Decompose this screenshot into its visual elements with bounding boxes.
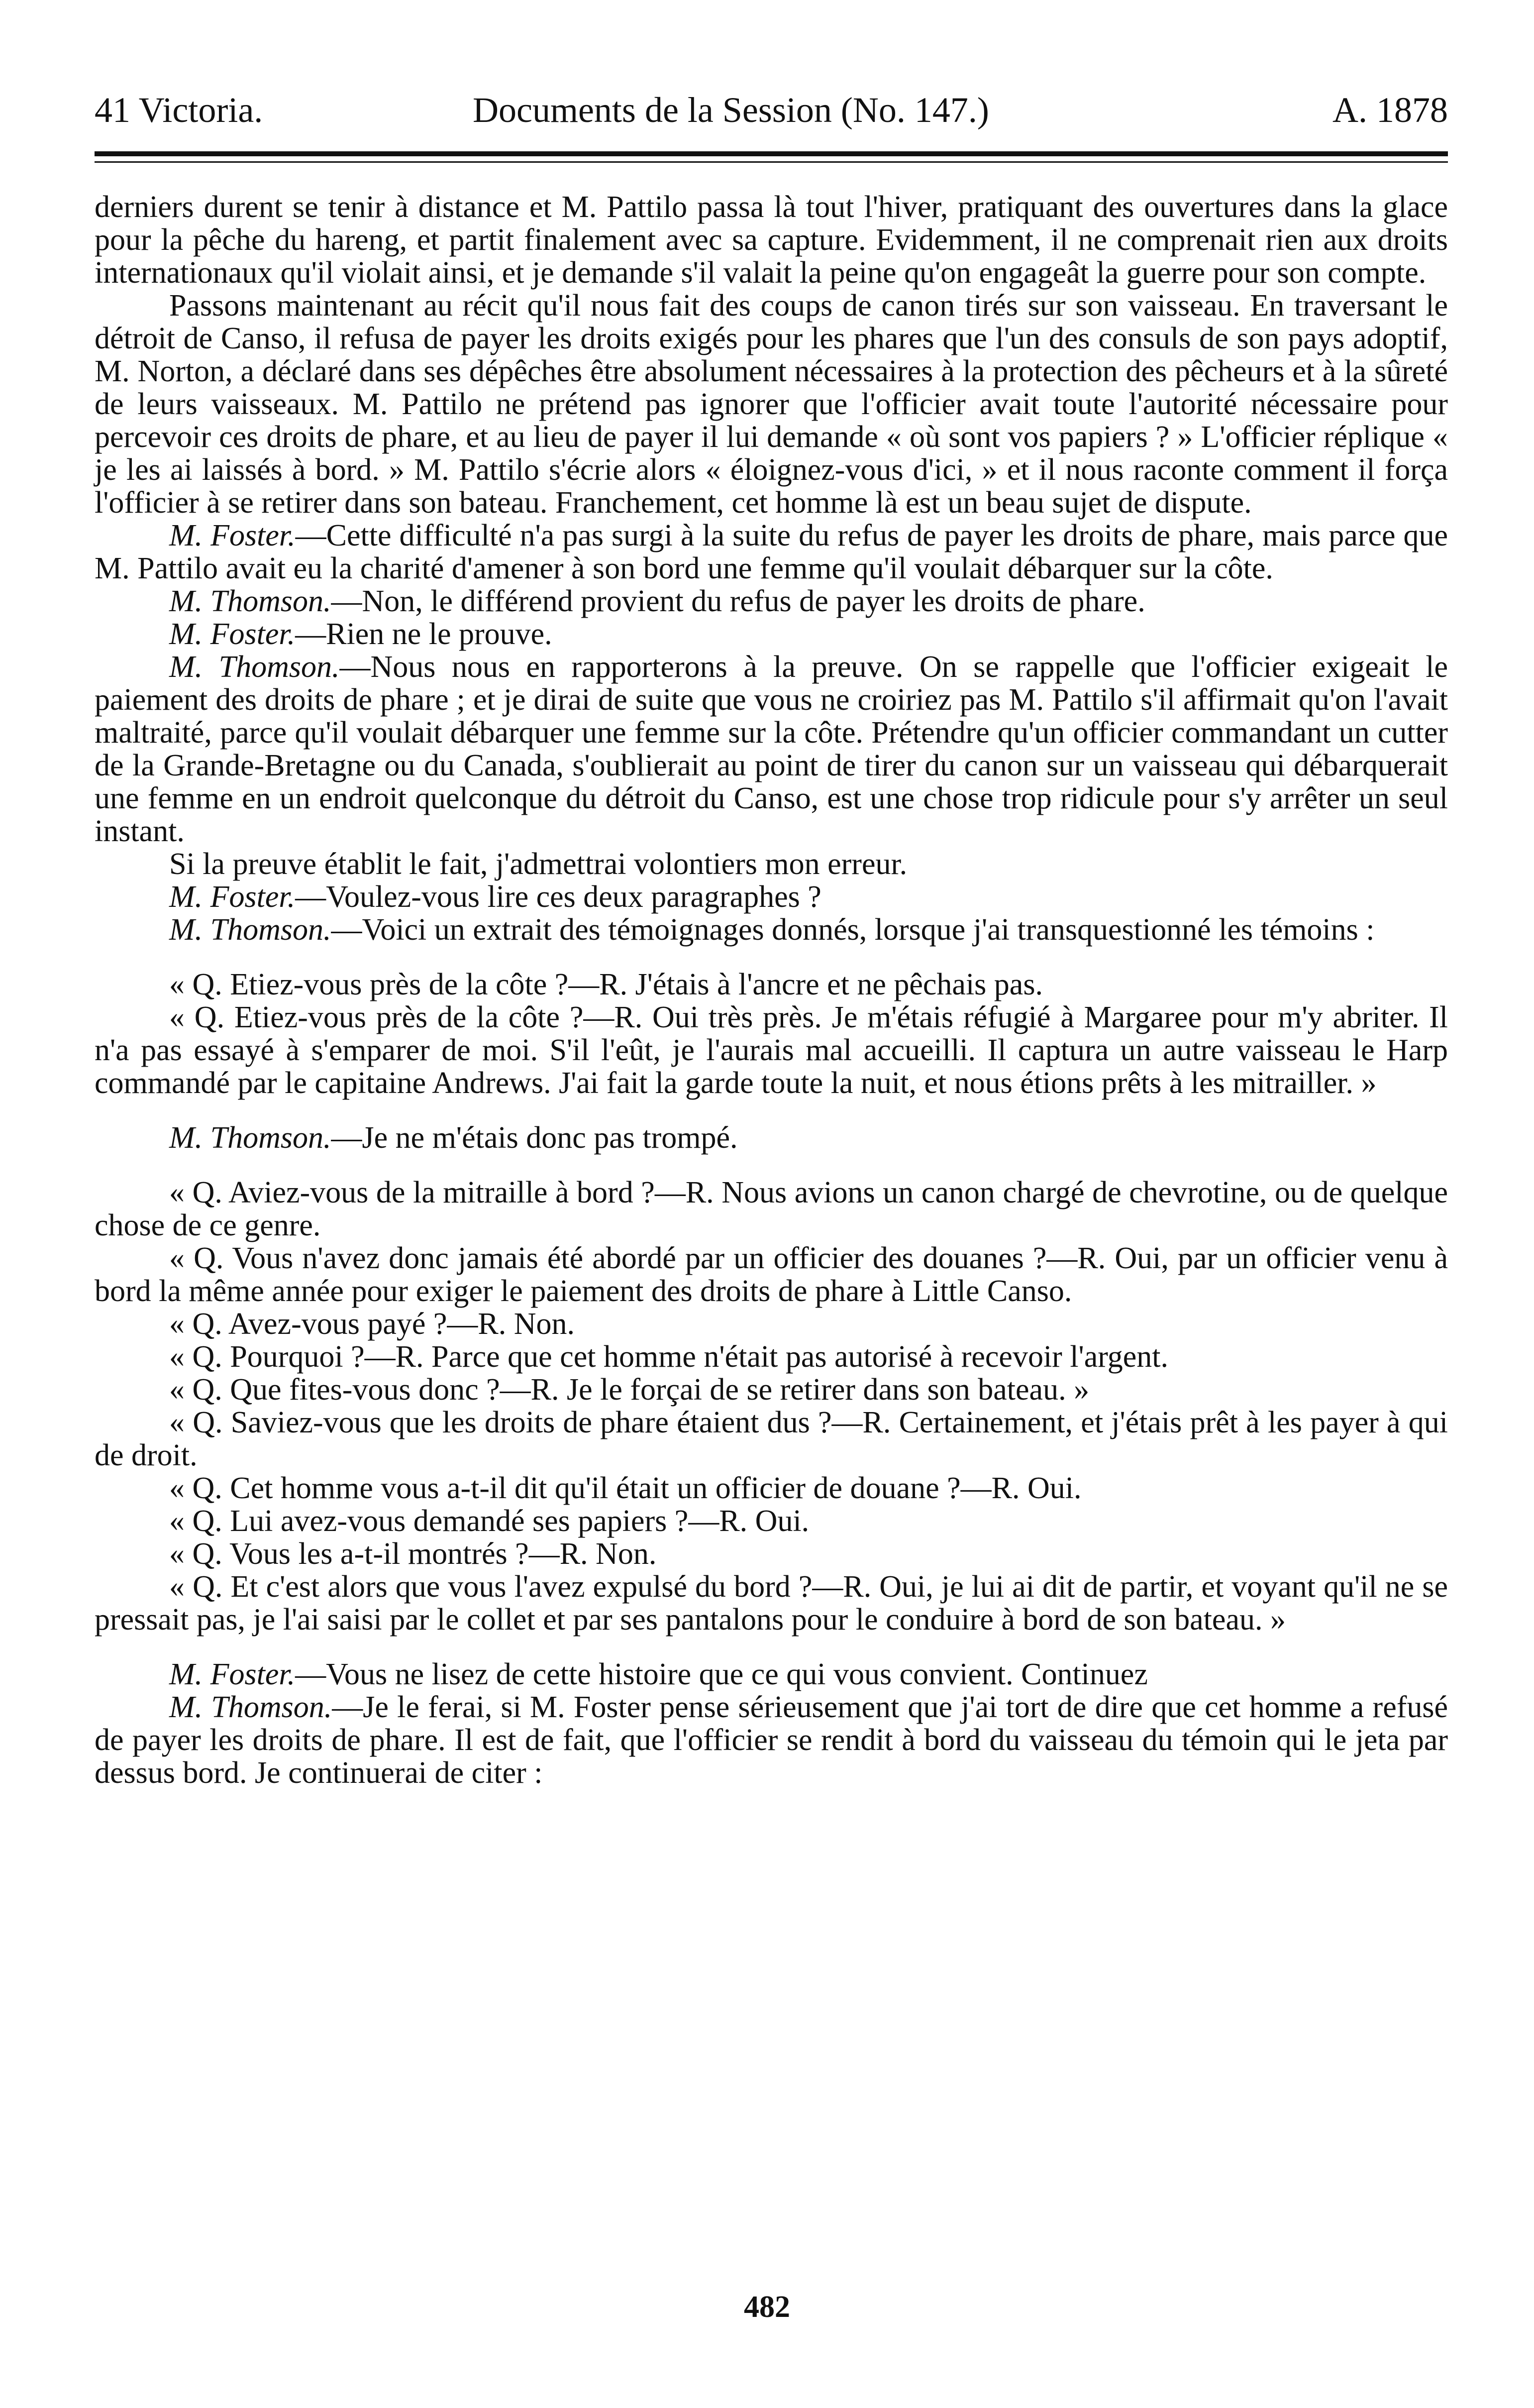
paragraph: [95, 1658, 1448, 1691]
speaker-name: M. Thomson.: [169, 1121, 331, 1155]
paragraph: [95, 618, 1448, 651]
paragraph-text: « Q. Et c'est alors que vous l'avez expulsé du bord ?—R. Oui, je lui ai dit de partir, et voyant qu'il ne se pressait pas, je l'ai saisi par le collet et par ses pantalons pour le conduire à bord de son bateau. »: [95, 1570, 1448, 1637]
paragraph-text: —Voulez-vous lire ces deux paragraphes ?: [295, 880, 821, 914]
paragraph: [95, 1001, 1448, 1099]
paragraph: [95, 1373, 1448, 1406]
paragraph: [95, 913, 1448, 946]
header-rule-thin: [95, 161, 1448, 163]
paragraph: [95, 1537, 1448, 1570]
paragraph-text: « Q. Saviez-vous que les droits de phare étaient dus ?—R. Certainement, et j'étais prêt à les payer à qui de droit.: [95, 1406, 1448, 1472]
paragraph-text: « Q. Vous les a-t-il montrés ?—R. Non.: [169, 1537, 657, 1571]
paragraph: [95, 848, 1448, 880]
paragraph: [95, 1340, 1448, 1373]
document-body: [95, 191, 1448, 1789]
header-rule-thick: [95, 151, 1448, 156]
speaker-name: M. Thomson.: [169, 913, 331, 947]
speaker-name: M. Foster.: [169, 617, 296, 651]
speaker-name: M. Thomson.: [169, 650, 340, 684]
paragraph-text: —Cette difficulté n'a pas surgi à la suite du refus de payer les droits de phare, mais parce que M. Pattilo avait eu la charité d'amener à son bord une femme qu'il voulait débarquer sur la côte.: [95, 519, 1448, 585]
paragraph-text: « Q. Vous n'avez donc jamais été abordé par un officier des douanes ?—R. Oui, par un officier venu à bord la même année pour exiger le paiement des droits de phare à Little Canso.: [95, 1241, 1448, 1308]
paragraph-text: « Q. Etiez-vous près de la côte ?—R. Oui très près. Je m'étais réfugié à Margaree pour m'y abriter. Il n'a pas essayé à s'emparer de moi. S'il l'eût, je l'aurais mal accueilli. Il captura un autre vaisseau le Harp commandé par le capitaine Andrews. J'ai fait la garde toute la nuit, et nous étions prêts à les mitrailler. »: [95, 1000, 1448, 1100]
paragraph-text: —Vous ne lisez de cette histoire que ce qui vous convient. Continuez: [295, 1657, 1148, 1691]
paragraph: [95, 1691, 1448, 1789]
paragraph-text: Si la preuve établit le fait, j'admettrai volontiers mon erreur.: [169, 847, 908, 881]
paragraph-text: « Q. Avez-vous payé ?—R. Non.: [169, 1307, 575, 1341]
paragraph: [95, 1242, 1448, 1308]
paragraph-text: « Q. Que fites-vous donc ?—R. Je le forçai de se retirer dans son bateau. »: [169, 1373, 1090, 1407]
paragraph: [95, 1121, 1448, 1154]
paragraph-text: « Q. Cet homme vous a-t-il dit qu'il était un officier de douane ?—R. Oui.: [169, 1471, 1082, 1505]
paragraph: [95, 651, 1448, 848]
paragraph-text: —Non, le différend provient du refus de payer les droits de phare.: [331, 584, 1145, 618]
paragraph-text: « Q. Lui avez-vous demandé ses papiers ?—R. Oui.: [169, 1504, 810, 1538]
paragraph-text: —Voici un extrait des témoignages donnés, lorsque j'ai transquestionné les témoins :: [331, 913, 1375, 947]
paragraph: [95, 1505, 1448, 1537]
paragraph: [95, 1570, 1448, 1636]
header-year: A. 1878: [1332, 90, 1448, 130]
speaker-name: M. Foster.: [169, 1657, 296, 1691]
paragraph: [95, 1308, 1448, 1340]
speaker-name: M. Foster.: [169, 880, 296, 914]
header-title: Documents de la Session (No. 147.): [473, 90, 989, 130]
paragraph: [95, 519, 1448, 585]
paragraph-text: derniers durent se tenir à distance et M. Pattilo passa là tout l'hiver, pratiquant des ouvertures dans la glace pour la pêche du hareng, et partit finalement avec sa capture. Evidemment, il ne comprenait rien aux droits internationaux qu'il violait ainsi, et je demande s'il valait la peine qu'on engageât la guerre pour son compte.: [95, 190, 1448, 290]
paragraph: [95, 880, 1448, 913]
paragraph: [95, 585, 1448, 618]
paragraph: [95, 1406, 1448, 1472]
paragraph-text: —Je le ferai, si M. Foster pense sérieusement que j'ai tort de dire que cet homme a refusé de payer les droits de phare. Il est de fait, que l'officier se rendit à bord du vaisseau du témoin qui le jeta par dessus bord. Je continuerai de citer :: [95, 1690, 1448, 1790]
paragraph-text: « Q. Pourquoi ?—R. Parce que cet homme n'était pas autorisé à recevoir l'argent.: [169, 1340, 1169, 1374]
paragraph-text: —Nous nous en rapporterons à la preuve. On se rappelle que l'officier exigeait le paiement des droits de phare ; et je dirai de suite que vous ne croiriez pas M. Pattilo s'il affirmait qu'on l'avait maltraité, parce qu'il voulait débarquer une femme sur la côte. Prétendre qu'un officier commandant un cutter de la Grande-Bretagne ou du Canada, s'oublierait au point de tirer du canon sur un vaisseau qui débarquerait une femme en un endroit quelconque du détroit du Canso, est une chose trop ridicule pour s'y arrêter un seul instant.: [95, 650, 1448, 848]
speaker-name: M. Thomson.: [169, 1690, 332, 1724]
speaker-name: M. Foster.: [169, 519, 296, 552]
speaker-name: M. Thomson.: [169, 584, 331, 618]
header-volume: 41 Victoria.: [95, 90, 263, 130]
paragraph-text: —Je ne m'étais donc pas trompé.: [331, 1121, 738, 1155]
running-header: [95, 75, 1448, 134]
paragraph: [95, 968, 1448, 1001]
paragraph: [95, 191, 1448, 289]
paragraph-text: « Q. Etiez-vous près de la côte ?—R. J'étais à l'ancre et ne pêchais pas.: [169, 968, 1043, 1001]
paragraph: [95, 1176, 1448, 1242]
paragraph-text: Passons maintenant au récit qu'il nous fait des coups de canon tirés sur son vaisseau. En traversant le détroit de Canso, il refusa de payer les droits exigés pour les phares que l'un des consuls de son pays adoptif, M. Norton, a déclaré dans ses dépêches être absolument nécessaires à la protection des pêcheurs et à la sûreté de leurs vaisseaux. M. Pattilo ne prétend pas ignorer que l'officier avait toute l'autorité nécessaire pour percevoir ces droits de phare, et au lieu de payer il lui demande « où sont vos papiers ? » L'officier réplique « je les ai laissés à bord. » M. Pattilo s'écrie alors « éloignez-vous d'ici, » et il nous raconte comment il força l'officier à se retirer dans son bateau. Franchement, cet homme là est un beau sujet de dispute.: [95, 289, 1448, 520]
page-number: 482: [744, 2290, 790, 2324]
paragraph: [95, 1472, 1448, 1505]
document-page: [95, 75, 1448, 1789]
paragraph-text: « Q. Aviez-vous de la mitraille à bord ?—R. Nous avions un canon chargé de chevrotine, ou de quelque chose de ce genre.: [95, 1176, 1448, 1242]
paragraph: [95, 289, 1448, 519]
paragraph-text: —Rien ne le prouve.: [295, 617, 552, 651]
